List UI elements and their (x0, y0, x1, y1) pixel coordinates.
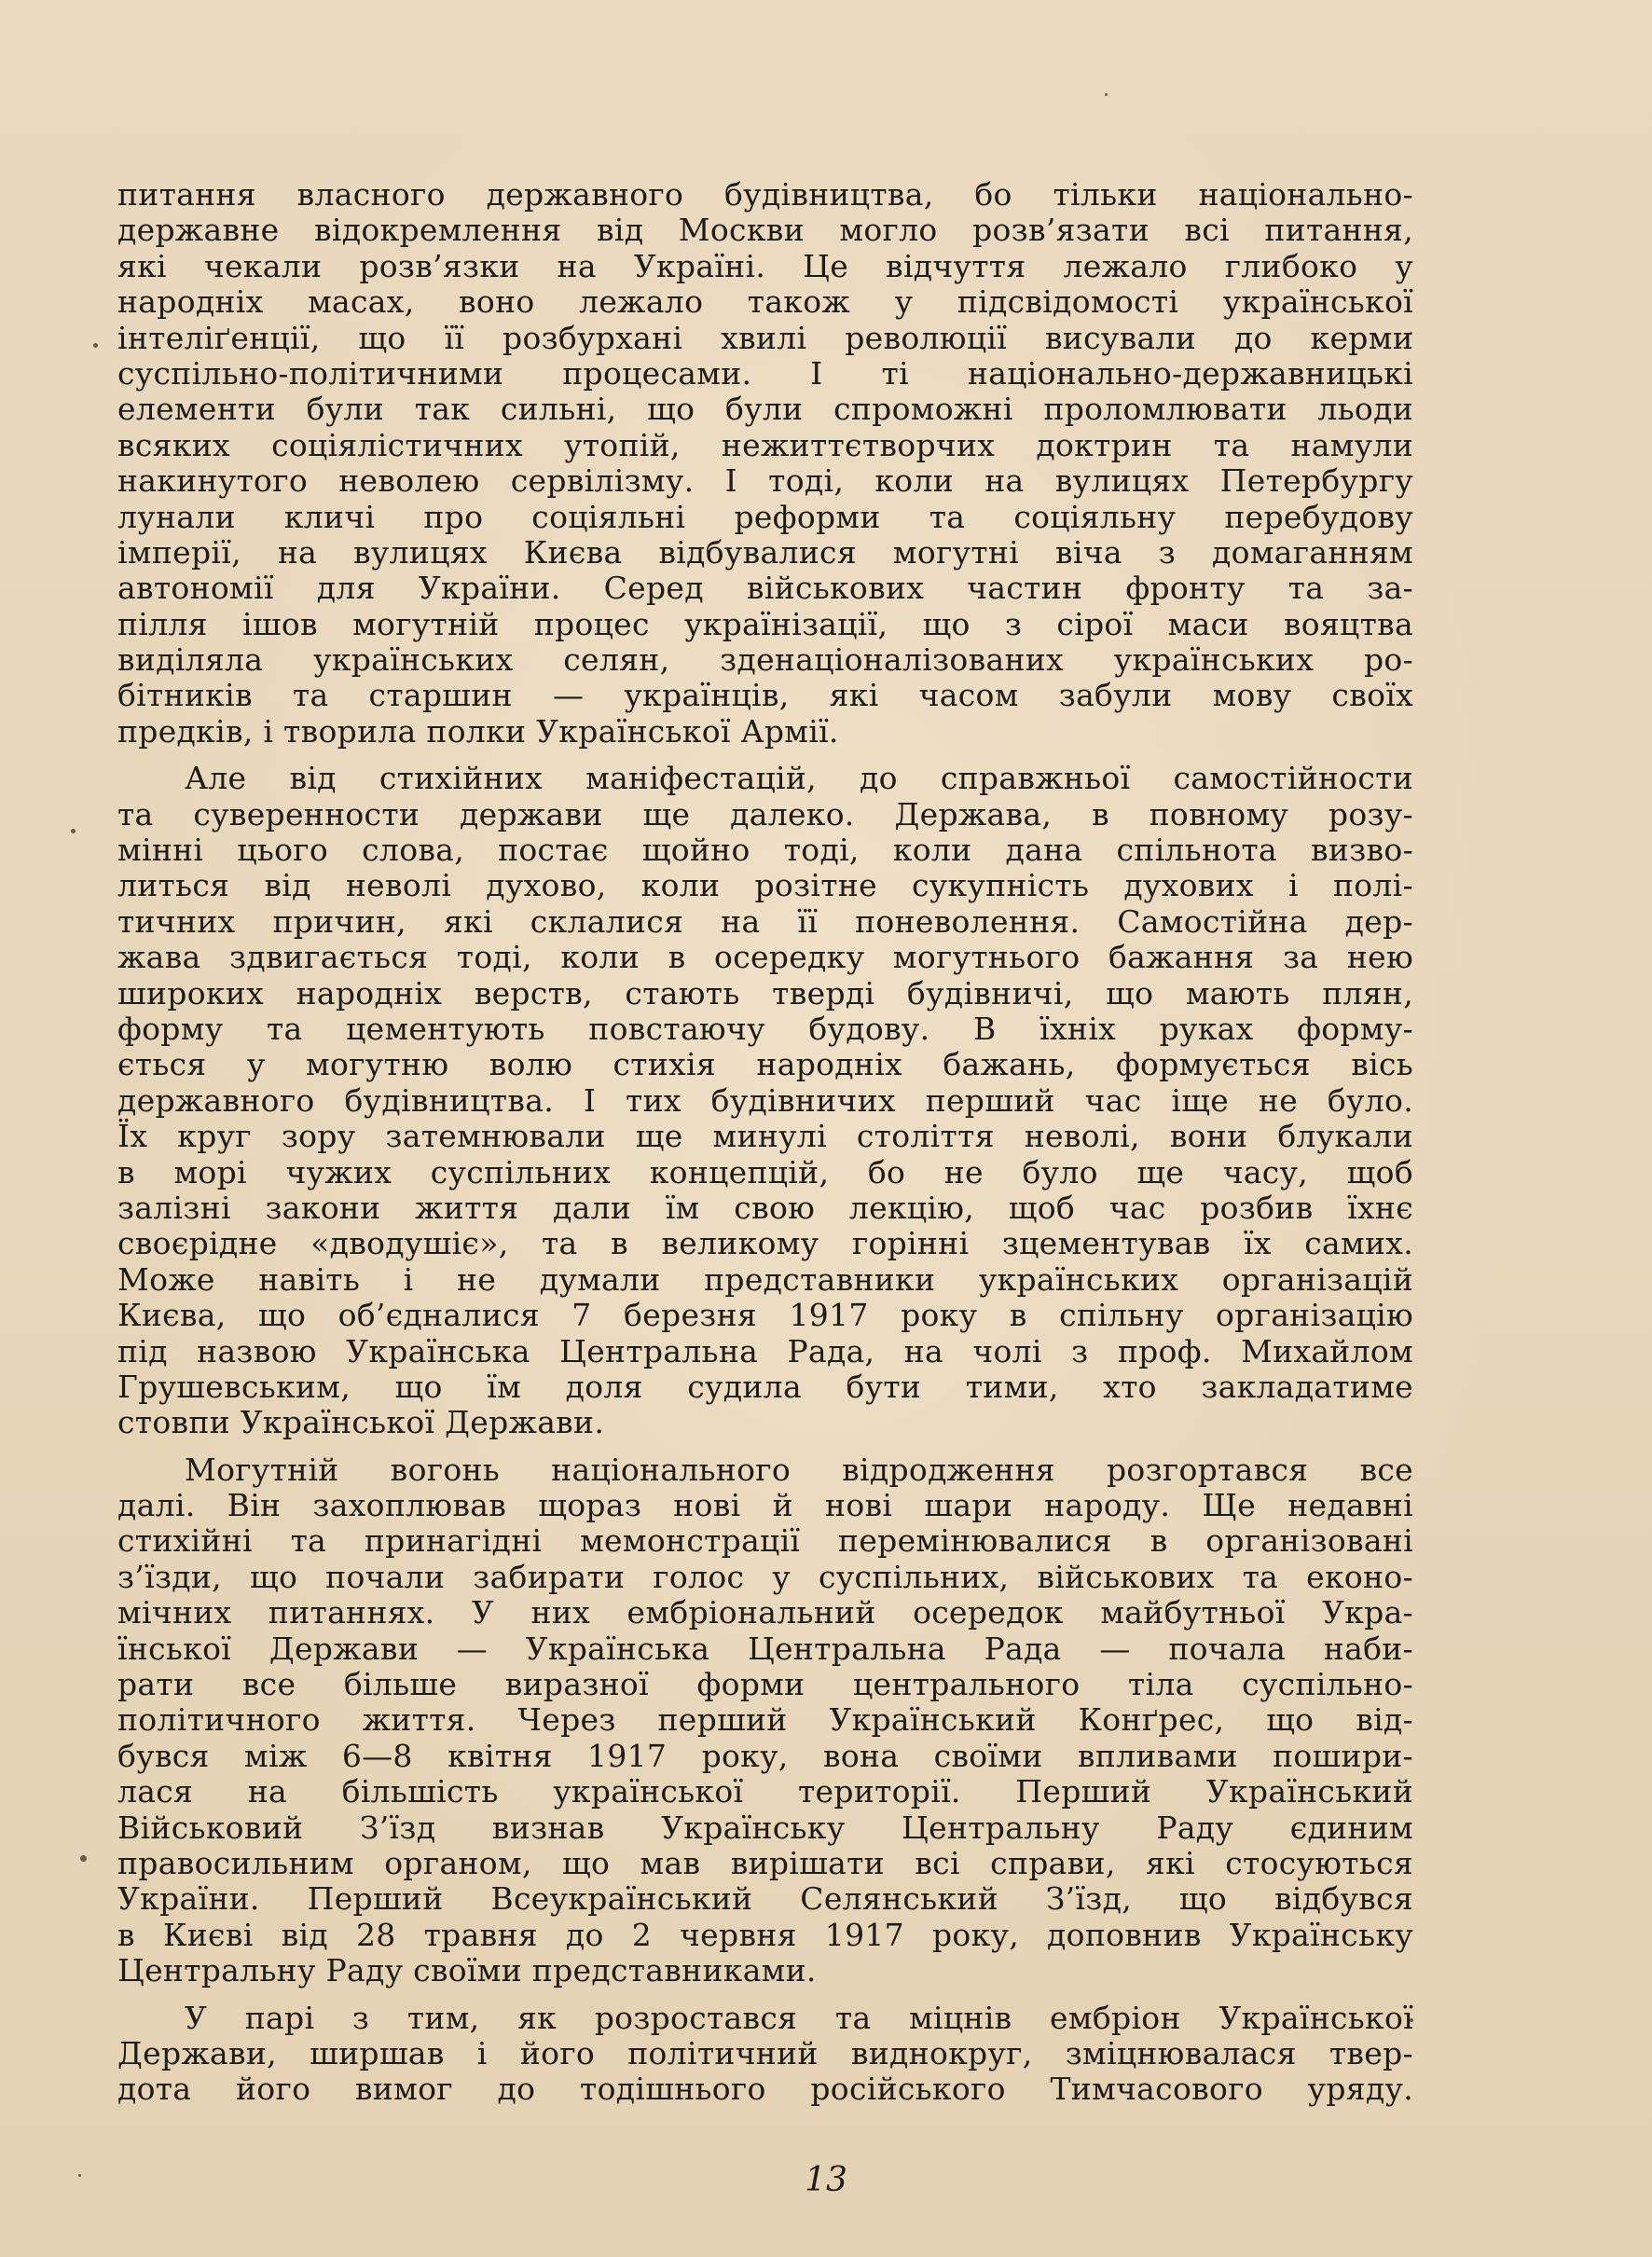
text-line: пілля ішов могутній процес українізації, що з сірої маси вояцтва (117, 605, 1413, 642)
text-line: всяких соціялістичних утопій, нежиттєтворчих доктрин та намули (117, 426, 1413, 463)
text-line: далі. Він захоплював щораз нові й нові шари народу. Ще недавні (117, 1487, 1413, 1524)
text-line: імперії, на вулицях Києва відбувалися могутні віча з домаганням (117, 533, 1413, 571)
ink-speck (93, 343, 98, 348)
text-line: широких народніх верств, стають тверді будівничі, що мають плян, (117, 974, 1413, 1012)
page-number: 13 (805, 2161, 847, 2199)
text-line: Але від стихійних маніфестацій, до справжньої самостійности (185, 760, 1413, 797)
text-line: елементи були так сильні, що були спроможні проломлювати льоди (117, 391, 1413, 428)
text-line: Києва, що об’єдналися 7 березня 1917 року в спільну організацію (117, 1297, 1413, 1334)
text-line: дота його вимог до тодішнього російського Тимчасового уряду. (117, 2071, 1413, 2108)
text-line: литься від неволі духово, коли розітне сукупність духових і полі- (117, 867, 1413, 904)
paragraph (117, 761, 1413, 1440)
text-line: Могутній вогонь національного відродження розгортався все (185, 1451, 1413, 1488)
text-line: У парі з тим, як розростався та міцнів ембріон Української (185, 1999, 1413, 2036)
text-line: форму та цементують повстаючу будову. В їхніх руках форму- (117, 1010, 1413, 1047)
text-line: правосильним органом, що мав вирішати всі справи, які стосуються (117, 1844, 1413, 1881)
text-line: бітників та старшин — українців, які часом забули мову своїх (117, 677, 1413, 714)
text-line: предків, і творила полки Української Армії. (117, 712, 839, 750)
text-line: своєрідне «дводушіє», та в великому горінні зцементував їх самих. (117, 1225, 1413, 1262)
text-line: жава здвигається тоді, коли в осередку могутнього бажання за нею (117, 939, 1413, 976)
text-line: в Києві від 28 травня до 2 червня 1917 року, доповнив Українську (117, 1916, 1413, 1953)
text-line: суспільно-політичними процесами. І ті національно-державницькі (117, 354, 1413, 392)
text-line: лася на більшість української території. Перший Український (117, 1773, 1413, 1810)
text-line: залізні закони життя дали їм свою лекцію, щоб час розбив їхнє (117, 1189, 1413, 1226)
text-line: політичного життя. Через перший Український Конґрес, що від- (117, 1701, 1413, 1739)
text-line: Військовий З’їзд визнав Українську Центральну Раду єдиним (117, 1809, 1413, 1846)
text-line: Їх круг зору затемнювали ще минулі століття неволі, вони блукали (117, 1118, 1413, 1155)
text-line: їнської Держави — Українська Центральна Рада — почала наби- (117, 1630, 1413, 1667)
text-line: виділяла українських селян, зденаціоналізованих українських ро- (117, 641, 1413, 679)
text-line: стовпи Української Держави. (117, 1404, 605, 1441)
text-line: накинутого неволею сервілізму. І тоді, коли на вулицях Петербургу (117, 462, 1413, 500)
text-line: Може навіть і не думали представники українських організацій (117, 1260, 1413, 1298)
text-line: рати все більше виразної форми центрального тіла суспільно- (117, 1666, 1413, 1703)
text-line: народніх масах, воно лежало також у підсвідомості української (117, 283, 1413, 321)
body-text (117, 177, 1413, 2119)
text-line: інтеліґенції, що її розбурхані хвилі революції висували до керми (117, 319, 1413, 356)
paragraph (117, 1452, 1413, 1989)
text-line: державне відокремлення від Москви могло розв’язати всі питання, (117, 212, 1413, 249)
text-line: які чекали розв’язки на Україні. Це відчуття лежало глибоко у (117, 247, 1413, 284)
ink-speck (71, 829, 76, 833)
text-line: стихійні та принагідні мемонстрації перемінювалися в організовані (117, 1522, 1413, 1560)
text-line: України. Перший Всеукраїнський Селянський З’їзд, що відбувся (117, 1880, 1413, 1918)
paragraph (117, 177, 1413, 750)
text-line: лунали кличі про соціяльні реформи та соціяльну перебудову (117, 498, 1413, 535)
text-line: мічних питаннях. У них ембріональний осередок майбутньої Укра- (117, 1594, 1413, 1631)
text-line: Грушевським, що їм доля судила бути тими, хто закладатиме (117, 1368, 1413, 1405)
text-line: бувся між 6—8 квітня 1917 року, вона своїми впливами пошири- (117, 1737, 1413, 1774)
text-line: державного будівництва. І тих будівничих перший час іще не було. (117, 1081, 1413, 1119)
text-line: під назвою Українська Центральна Рада, на чолі з проф. Михайлом (117, 1332, 1413, 1369)
text-line: питання власного державного будівництва, бо тільки національно- (117, 176, 1413, 213)
text-line: з’їзди, що почали забирати голос у суспільних, військових та еконо- (117, 1558, 1413, 1595)
text-line: автономії для України. Серед військових частин фронту та за- (117, 570, 1413, 607)
text-line: Центральну Раду своїми представниками. (117, 1952, 817, 1989)
text-line: тичних причин, які склалися на її поневолення. Самостійна дер- (117, 902, 1413, 940)
ink-speck (1105, 93, 1108, 96)
text-line: та суверенности держави ще далеко. Держава, в повному розу- (117, 795, 1413, 833)
text-line: в морі чужих суспільних концепцій, бо не було ще часу, щоб (117, 1153, 1413, 1190)
text-line: мінні цього слова, постає щойно тоді, коли дана спільнота визво- (117, 832, 1413, 869)
paragraph (117, 2001, 1413, 2108)
text-line: ється у могутню волю стихія народніх бажань, формується вісь (117, 1046, 1413, 1083)
ink-speck (80, 1855, 87, 1862)
text-line: Держави, ширшав і його політичний виднокруг, зміцнювалася твер- (117, 2034, 1413, 2071)
